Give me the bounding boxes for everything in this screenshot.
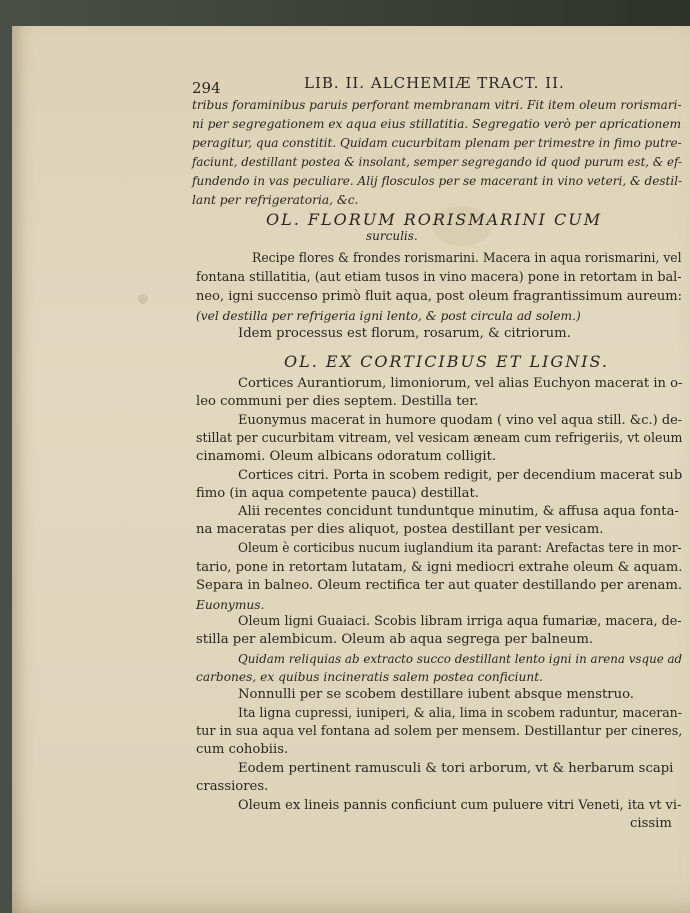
- text-line: crassiores.: [196, 779, 269, 794]
- text-line: Eodem pertinent ramusculi & tori arborum, vt & herbarum scapi: [238, 761, 674, 776]
- text-line: Euonymus.: [196, 598, 265, 612]
- page-number: 294: [192, 79, 221, 97]
- text-line: na maceratas per dies aliquot, postea destillant per vesicam.: [196, 522, 604, 537]
- text-line: tribus foraminibus paruis perforant membranam vitri. Fit item oleum rorismari-: [192, 98, 682, 112]
- text-line: Nonnulli per se scobem destillare iubent absque menstruo.: [238, 687, 634, 702]
- text-line: fontana stillatitia, (aut etiam tusos in vino macera) pone in retortam in bal-: [196, 270, 682, 285]
- text-line: (vel destilla per refrigeria igni lento, & post circula ad solem.): [196, 309, 581, 323]
- text-line: ni per segregationem ex aqua eius stillatitia. Segregatio verò per apricationem: [192, 117, 682, 131]
- section-heading: OL. FLORUM RORISMARINI CUM: [266, 210, 603, 229]
- text-line: Cortices citri. Porta in scobem redigit, per decendium macerat sub: [238, 468, 683, 483]
- text-line: cum cohobiis.: [196, 742, 289, 757]
- section-heading: OL. EX CORTICIBUS ET LIGNIS.: [284, 352, 609, 371]
- text-line: stillat per cucurbitam vitream, vel vesicam æneam cum refrigeriis, vt oleum: [196, 431, 683, 446]
- text-line: peragitur, qua constitit. Quidam cucurbitam plenam per trimestre in fimo putre-: [192, 136, 682, 150]
- text-line: tur in sua aqua vel fontana ad solem per mensem. Destillantur per cineres,: [196, 724, 683, 739]
- text-line: Recipe flores & frondes rorismarini. Macera in aqua rorismarini, vel: [252, 251, 682, 266]
- text-line: tario, pone in retortam lutatam, & igni mediocri extrahe oleum & aquam.: [196, 560, 683, 575]
- text-line: Euonymus macerat in humore quodam ( vino vel aqua still. &c.) de-: [238, 413, 683, 428]
- text-line: fundendo in vas peculiare. Alij flosculos per se macerant in vino veteri, & destil-: [192, 174, 683, 188]
- text-line: Idem processus est florum, rosarum, & citriorum.: [238, 326, 571, 341]
- text-line: leo communi per dies septem. Destilla ter.: [196, 394, 479, 409]
- catchword: cissim: [630, 816, 672, 831]
- text-line: Oleum ligni Guaiaci. Scobis libram irriga aqua fumariæ, macera, de-: [238, 614, 682, 629]
- text-line: lant per refrigeratoria, &c.: [192, 193, 359, 207]
- text-line: Quidam reliquias ab extracto succo destillant lento igni in arena vsque ad: [238, 652, 683, 666]
- book-page: [12, 26, 690, 913]
- text-line: neo, igni succenso primò fluit aqua, post oleum fragrantissimum aureum:: [196, 289, 682, 304]
- running-title: LIB. II. ALCHEMIÆ TRACT. II.: [304, 74, 565, 92]
- section-subheading: surculis.: [366, 229, 418, 243]
- text-line: stilla per alembicum. Oleum ab aqua segrega per balneum.: [196, 632, 594, 647]
- page-text: [12, 26, 690, 913]
- text-line: fimo (in aqua competente pauca) destillat.: [196, 486, 480, 501]
- text-line: faciunt, destillant postea & insolant, semper segregando id quod purum est, & ef-: [192, 155, 682, 169]
- text-line: Ita ligna cupressi, iuniperi, & alia, lima in scobem raduntur, maceran-: [238, 706, 682, 721]
- text-line: Oleum ex lineis pannis conficiunt cum puluere vitri Veneti, ita vt vi-: [238, 798, 682, 813]
- text-line: carbones, ex quibus incineratis salem postea conficiunt.: [196, 670, 543, 684]
- text-line: Oleum è corticibus nucum iuglandium ita parant: Arefactas tere in mor-: [238, 541, 682, 556]
- text-line: Cortices Aurantiorum, limoniorum, vel alias Euchyon macerat in o-: [238, 376, 683, 391]
- text-line: cinamomi. Oleum albicans odoratum colligit.: [196, 449, 497, 464]
- text-line: Separa in balneo. Oleum rectifica ter aut quater destillando per arenam.: [196, 578, 683, 593]
- text-line: Alii recentes concidunt tunduntque minutim, & affusa aqua fonta-: [238, 504, 679, 519]
